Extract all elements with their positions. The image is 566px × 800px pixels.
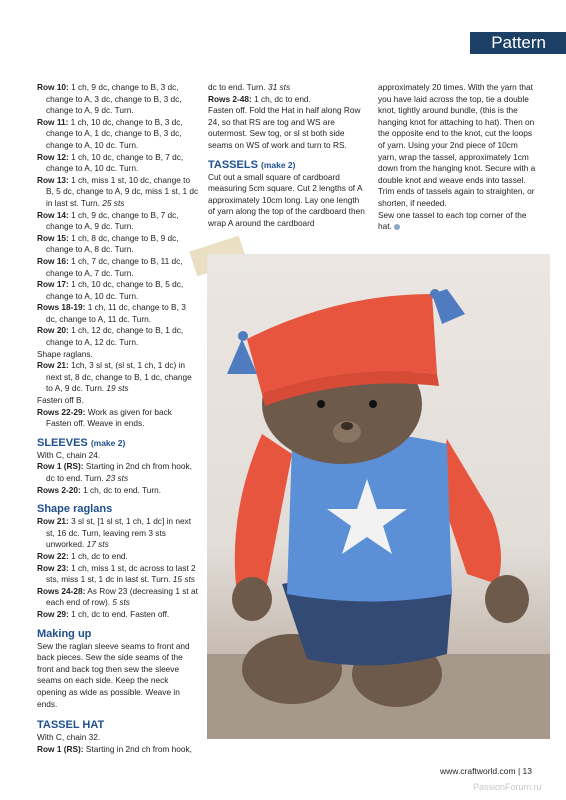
pattern-row <box>37 563 199 586</box>
pattern-row <box>37 360 199 395</box>
row-label: Row 23: <box>37 562 69 573</box>
pattern-row <box>37 117 199 152</box>
sleeves-note: (make 2) <box>90 437 126 448</box>
hat-rows-2-48 <box>208 94 368 106</box>
col1-rows <box>37 82 199 430</box>
row-text: Fasten off B. <box>37 395 84 406</box>
stitch-count: 17 sts <box>86 539 109 550</box>
row-label: Row 13: <box>37 174 69 185</box>
pattern-row <box>37 461 199 484</box>
tassel-hat-heading: TASSEL HAT <box>37 719 105 732</box>
tassels-heading <box>208 158 368 172</box>
pattern-row <box>37 349 199 361</box>
pattern-row <box>37 551 199 563</box>
row-text: Starting in 2nd ch from hook, dc to end. Turn. <box>46 461 192 483</box>
row-text: 1 ch, 10 dc, change to B, 7 dc, change to A, 10 dc. Turn. <box>46 151 184 174</box>
row-text: 1 ch, dc to end. <box>68 550 128 561</box>
tassels-note: (make 2) <box>260 159 296 170</box>
row-label: Row 29: <box>37 608 69 619</box>
pattern-row <box>37 395 199 407</box>
pattern-row <box>37 82 199 117</box>
row-label: Row 21: <box>37 516 69 527</box>
row-label: Row 21: <box>37 360 69 371</box>
final-text: Sew one tassel to each top corner of the hat. <box>378 209 527 232</box>
col3-final <box>378 210 538 233</box>
row-text: 1 ch, miss 1 st, 10 dc, change to B, 5 dc, change to A, 9 dc, miss 1 st, 1 dc in last st. Turn. <box>46 174 199 208</box>
making-up-heading: Making up <box>37 627 92 640</box>
row-text: 1 ch, dc to end. Fasten off. <box>68 608 170 619</box>
row-text: 1 ch, 11 dc, change to B, 3 dc, change to A, 11 dc. Turn. <box>46 302 186 324</box>
pattern-row <box>37 485 199 497</box>
pattern-row <box>37 744 199 756</box>
row-text: 1 ch, 10 dc, change to B, 3 dc, change to A, 1 dc, change to B, 3 dc, change to A, 10 dc. Turn. <box>46 116 183 150</box>
rows-2-48-text: 1 ch, dc to end. <box>251 93 311 104</box>
cont-text: dc to end. Turn. <box>208 82 268 92</box>
column-3 <box>378 82 538 233</box>
row-text: 1 ch, 9 dc, change to B, 7 dc, change to A, 9 dc. Turn. <box>46 209 179 232</box>
pattern-row <box>37 210 199 233</box>
row-label: Row 20: <box>37 325 69 336</box>
pattern-row <box>37 325 199 348</box>
row-label: Row 16: <box>37 255 69 266</box>
pattern-row <box>37 279 199 302</box>
row-label: Row 12: <box>37 151 69 162</box>
teddy-bear-photo <box>207 254 550 739</box>
column-2 <box>208 82 368 230</box>
footer <box>440 766 532 776</box>
row-label: Row 14: <box>37 209 69 220</box>
rows-2-48-label: Rows 2-48: <box>208 93 252 104</box>
row-text: With C, chain 24. <box>37 449 101 460</box>
row-label: Rows 22-29: <box>37 406 86 417</box>
footer-site: www.craftworld.com <box>440 766 516 776</box>
watermark: PassionForum.ru <box>473 782 542 792</box>
row-text: As Row 23 (decreasing 1 st at each end of row). <box>46 585 198 608</box>
footer-separator: | <box>517 766 521 776</box>
pattern-row <box>37 175 199 210</box>
cont-count: 31 sts <box>267 82 291 92</box>
tassels-title: TASSELS <box>208 158 258 171</box>
row-text: Shape raglans. <box>37 348 93 359</box>
row-text: With C, chain 32. <box>37 732 101 743</box>
row-text: 1 ch, 9 dc, change to B, 3 dc, change to A, 3 dc, change to B, 3 dc, change to A, 9 dc. Turn. <box>46 82 182 116</box>
raglan-rows <box>37 516 199 620</box>
row-label: Rows 18-19: <box>37 302 86 313</box>
row-label: Row 1 (RS): <box>37 461 84 472</box>
row-text: 1ch, 3 sl st, (sl st, 1 ch, 1 dc) in next st, 8 dc, change to B, 1 dc, change to A, 9 dc. Turn. <box>46 360 192 394</box>
tassels-text: Cut out a small square of cardboard measuring 5cm square. Cut 2 lengths of A approximately 10cm long. Lay one length of yarn along the top of the cardboard then wrap A around the cardboard <box>208 171 365 228</box>
column-1 <box>37 82 199 755</box>
row-label: Row 1 (RS): <box>37 743 84 754</box>
pattern-row <box>37 609 199 621</box>
row-text: 1 ch, 12 dc, change to B, 1 dc, change to A, 12 dc. Turn. <box>46 325 184 348</box>
row-text: 1 ch, 8 dc, change to B, 9 dc, change to A, 8 dc. Turn. <box>46 232 179 255</box>
pattern-row <box>37 256 199 279</box>
row-label: Row 22: <box>37 550 69 561</box>
stitch-count: 25 sts <box>102 197 125 208</box>
row-label: Row 10: <box>37 82 69 92</box>
pattern-row <box>37 586 199 609</box>
page-number: 13 <box>522 766 533 776</box>
stitch-count: 23 sts <box>105 473 129 483</box>
pattern-row <box>37 407 199 430</box>
hat-row-1-cont <box>208 82 368 94</box>
pattern-row <box>37 233 199 256</box>
row-label: Row 11: <box>37 116 69 127</box>
hat-rows <box>37 732 199 755</box>
stitch-count: 5 sts <box>112 597 130 608</box>
row-text: 1 ch, miss 1 st, dc across to last 2 sts, miss 1 st, 1 dc in last st. Turn. <box>46 562 196 585</box>
row-text: Work as given for back Fasten off. Weave in ends. <box>46 406 172 429</box>
sleeves-heading <box>37 436 199 450</box>
row-label: Row 17: <box>37 279 69 290</box>
end-mark-icon <box>394 224 400 230</box>
pattern-row <box>37 302 199 325</box>
pattern-row <box>37 152 199 175</box>
col3-text: approximately 20 times. With the yarn that you have laid across the top, tie a double knot, tightly around bundle, (this is the hanging knot for attaching to hat). Then on the opposite end to the knot, cut the loops of yarn. Using your 2nd piece of 10cm yarn, wrap the tassel, approximately 1cm down from the hanging knot. Secure with a double knot and weave ends into tassel. Trim ends of tassels again to straighten, or shorten, if needed. <box>378 82 536 208</box>
sleeves-title: SLEEVES <box>37 436 88 449</box>
pattern-row <box>37 516 199 551</box>
row-text: Starting in 2nd ch from hook, <box>83 743 192 754</box>
row-text: 1 ch, dc to end. Turn. <box>80 484 162 495</box>
pattern-row <box>37 732 199 744</box>
sleeves-rows <box>37 450 199 496</box>
stitch-count: 19 sts <box>106 383 129 394</box>
row-label: Rows 24-28: <box>37 585 86 596</box>
row-text: 3 sl st, [1 sl st, 1 ch, 1 dc] in next st, 16 dc. Turn, leaving rem 3 sts unworked. <box>46 516 192 550</box>
shape-raglans-heading: Shape raglans <box>37 503 113 516</box>
making-up-text: Sew the raglan sleeve seams to front and back pieces. Sew the side seams of the front and back tog then sew the sleeve seams on each side. Keep the neck opening as wide as possible. Weave in ends. <box>37 640 190 709</box>
section-tab-label: Pattern <box>491 33 546 52</box>
row-label: Row 15: <box>37 232 69 243</box>
teddy-bear-illustration <box>207 254 550 739</box>
row-text: 1 ch, 10 dc, change to B, 5 dc, change to A, 10 dc. Turn. <box>46 279 184 301</box>
row-text: 1 ch, 7 dc, change to B, 11 dc, change to A, 7 dc. Turn. <box>46 255 183 278</box>
row-label: Rows 2-20: <box>37 484 81 495</box>
pattern-row <box>37 450 199 462</box>
fasten-text: Fasten off. Fold the Hat in half along Row 24, so that RS are tog and WS are outermost. Sew tog, or sl st both side seams on WS of work and turn to RS. <box>208 105 361 150</box>
stitch-count: 15 sts <box>172 574 195 585</box>
